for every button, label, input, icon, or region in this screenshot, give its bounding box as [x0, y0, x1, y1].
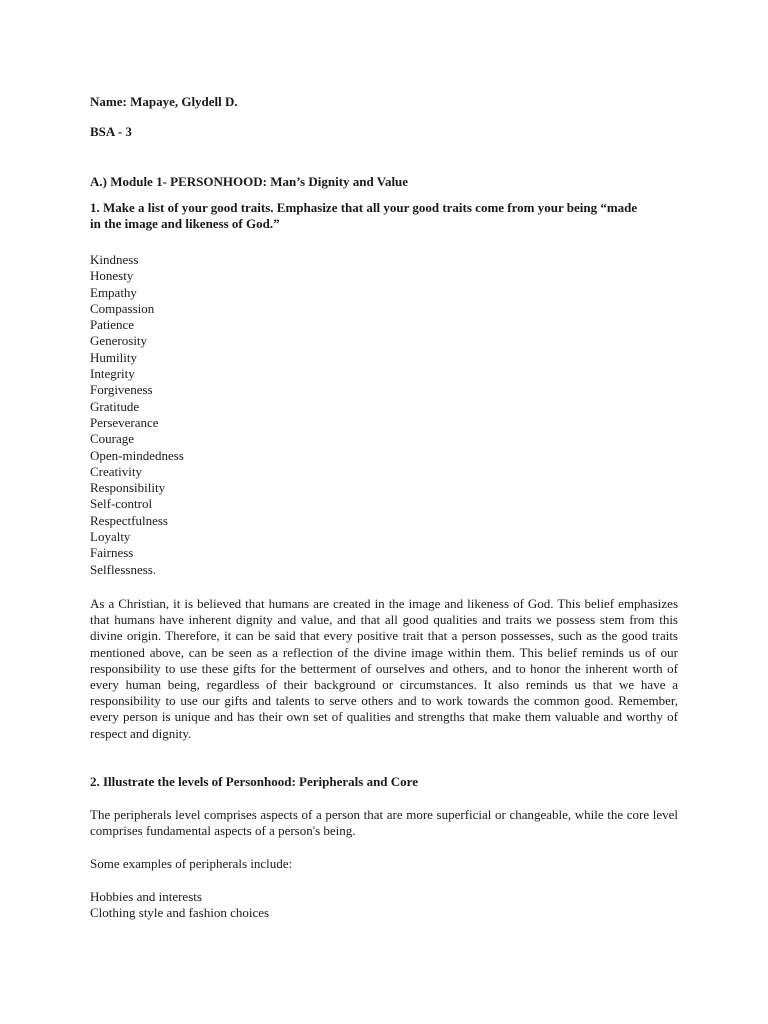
list-item: Honesty [90, 268, 134, 284]
list-item: Generosity [90, 333, 148, 349]
list-item: Kindness [90, 252, 139, 267]
list-item: Perseverance [90, 414, 159, 430]
list-item: Open-mindedness [90, 447, 184, 463]
question-2-heading: 2. Illustrate the levels of Personhood: Peripherals and Core [90, 774, 418, 789]
list-item: Empathy [90, 284, 137, 300]
list-item: Integrity [90, 366, 135, 382]
examples-intro: Some examples of peripherals include: [90, 856, 293, 871]
list-item: Courage [90, 431, 135, 447]
list-item: Humility [90, 349, 137, 365]
question-1-line-2: in the image and likeness of God.” [90, 216, 280, 231]
module-heading: A.) Module 1- PERSONHOOD: Man’s Dignity and Value [90, 174, 409, 189]
list-item: Self-control [90, 496, 153, 512]
course-section: BSA - 3 [90, 124, 132, 139]
list-item: Compassion [90, 300, 155, 316]
list-item: Gratitude [90, 398, 140, 414]
peripherals-examples-list [90, 889, 269, 922]
list-item: Creativity [90, 463, 142, 479]
list-item: Fairness [90, 545, 134, 561]
list-item: Hobbies and interests [90, 889, 202, 904]
list-item: Clothing style and fashion choices [90, 905, 270, 921]
question-1-line-1: 1. Make a list of your good traits. Emphasize that all your good traits come from your being “made [90, 200, 638, 215]
list-item: Responsibility [90, 480, 166, 496]
answer-1-paragraph: As a Christian, it is believed that humans are created in the image and likeness of God. This belief emphasizes that humans have inherent dignity and value, and that all good qualities and traits we possess stem from this divine origin. Therefore, it can be said that every positive trait that a person possesses, such as the good traits mentioned above, can be seen as a reflection of the divine image within them. This belief reminds us of our responsibility to use these gifts for the betterment of ourselves and others, and to honor the inherent worth of every human being, regardless of their background or circumstances. It also reminds us that we have a responsibility to use our gifts and talents to serve others and to work towards the common good. Remember, every person is unique and has their own set of qualities and strengths that make them valuable and worthy of respect and dignity. [90, 596, 678, 741]
list-item: Forgiveness [90, 382, 153, 398]
list-item: Loyalty [90, 529, 131, 545]
list-item: Selflessness. [90, 561, 157, 577]
student-name: Name: Mapaye, Glydell D. [90, 94, 238, 109]
traits-list [90, 252, 184, 578]
list-item: Patience [90, 317, 135, 333]
list-item: Respectfulness [90, 512, 168, 528]
answer-2-paragraph: The peripherals level comprises aspects of a person that are more superficial or changeable, while the core level comprises fundamental aspects of a person's being. [90, 807, 678, 839]
